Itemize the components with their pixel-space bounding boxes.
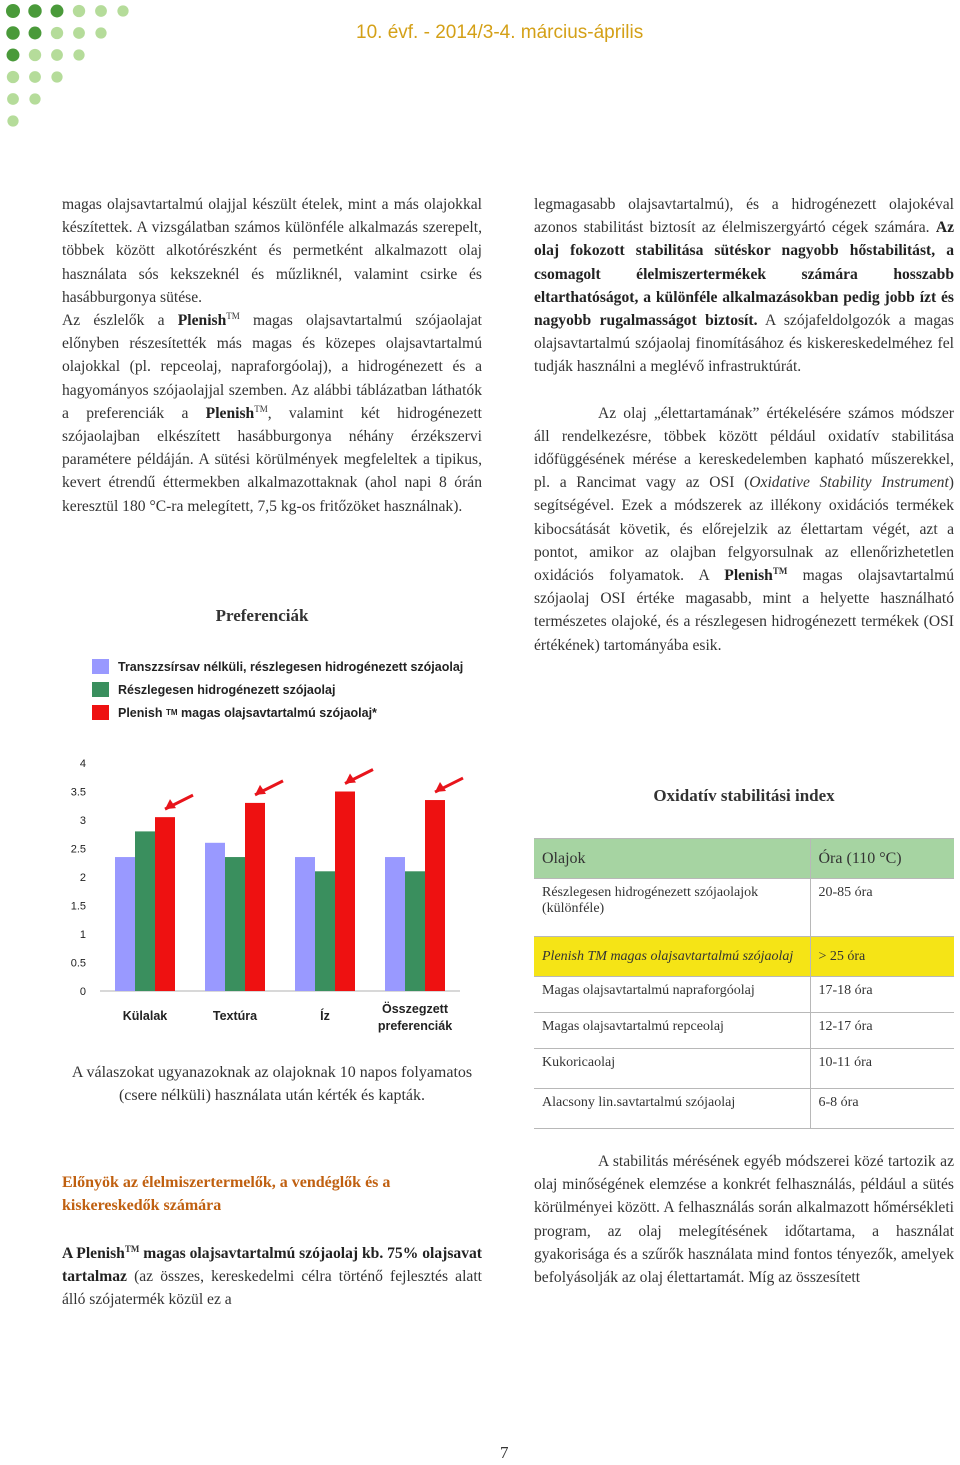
y-tick-label: 2.5 <box>70 843 86 856</box>
bar <box>135 831 155 991</box>
table-cell: 6-8 óra <box>810 1089 954 1129</box>
table-cell: 12-17 óra <box>810 1013 954 1049</box>
table-cell: Alacsony lin.savtartalmú szójaolaj <box>534 1089 810 1129</box>
paragraph: A stabilitás mérésének egyéb módszerei közé tartozik az olaj minőségének elemzése a konkrét felhasználás, például a sütés körülményei között. A felhasználás során alkalmazott hőmérsékleti program, az olaj melegítésének időtartama, a használat gyakorisága és a szűrők használata mind fontos tényezők, amelyek befolyásolják az olaj élettartamát. Míg az összesített <box>534 1153 954 1287</box>
dot <box>51 71 62 82</box>
dot <box>29 93 40 104</box>
x-tick-label: Textúra <box>212 1009 258 1023</box>
table-cell: > 25 óra <box>810 937 954 977</box>
legend-swatch <box>92 659 109 674</box>
paragraph: legmagasabb olajsavtartalmú), és a hidrogénezett olajokéval azonos stabilitást biztosít az élelmiszergyártó cégek számára. Az olaj fokozott stabilitása sütéskor nagyobb hőstabilitást, a csomagolt élelmiszertermékek számára hosszabb eltarthatóságot, a különféle alkalmazásokban pedig jobb ízt és nagyobb rugalmasságot biztosít. A szójafeldolgozók a magas olajsavtartalmú szójaolaj finomításához és kiskereskedelméhez fel tudják használni a meglévő infrastruktúrát. <box>534 196 954 376</box>
legend-swatch <box>92 705 109 720</box>
dot <box>29 71 41 83</box>
table-cell: Magas olajsavtartalmú repceolaj <box>534 1013 810 1049</box>
dot <box>7 115 18 126</box>
dot <box>73 27 85 39</box>
dot <box>7 93 19 105</box>
table-row <box>534 1049 954 1089</box>
osi-table <box>534 838 954 1129</box>
legend-swatch <box>92 682 109 697</box>
table-row <box>534 1013 954 1049</box>
dot <box>73 5 85 17</box>
dot <box>73 49 84 60</box>
bar <box>425 800 445 991</box>
dot <box>51 49 63 61</box>
preferences-bar-chart <box>60 748 480 1048</box>
table-cell: Plenish TM magas olajsavtartalmú szójaolaj <box>534 937 810 977</box>
bar <box>245 803 265 991</box>
dot <box>28 4 41 17</box>
table-cell: Magas olajsavtartalmú napraforgóolaj <box>534 977 810 1013</box>
dot <box>7 49 20 62</box>
dot <box>6 26 19 39</box>
brand-name: Plenish <box>205 404 255 422</box>
table-header-row <box>534 839 954 879</box>
legend-item: Részlegesen hidrogénezett szójaolaj <box>92 678 463 701</box>
dot <box>6 4 20 18</box>
table-row <box>534 879 954 937</box>
legend-item: Plenish TM magas olajsavtartalmú szójaolaj* <box>92 701 463 724</box>
dot <box>95 27 106 38</box>
y-tick-label: 3.5 <box>70 786 86 799</box>
page-number: 7 <box>500 1443 509 1462</box>
paragraph: Az olaj „élettartamának” értékelésére számos módszer áll rendelkezésre, többek között például oxidatív stabilitása időfüggésének mérése a kereskedelemben kapható műszerekkel, pl. a Rancimat vagy az OSI (Oxidative Stability Instrument) segítségével. Ezek a módszerek az illékony oxidációs termékek kibocsátását követik, és előrejelzik az élettartam végét, azt a pontot, amikor az olajban felgyorsulnak az ellenőrizhetetlen oxidációs folyamatok. A Plenish™ magas olajsavtartalmú szójaolaj OSI értéke magasabb, mint a helyette használható természetes olajoké, és a részlegesen hidrogénezett termékek (OSI értékének) tartományába esik. <box>534 404 955 654</box>
table-row-highlighted <box>534 937 954 977</box>
brand-name: Plenish <box>724 567 773 585</box>
table-cell: 17-18 óra <box>810 977 954 1013</box>
paragraph: Az észlelők a Plenish™ magas olajsavtartalmú szójaolajat előnyben részesítették más magas és közepes olajsavtartalmú olajokkal (pl. repceolaj, napraforgóolaj), a hidrogénezett és a hagyományos szójaolajjal szemben. Az alábbi táblázatban láthatók a preferenciák a Plenish™, valamint két hidrogénezett szójaolajban elkészített hasábburgonya néhány érzékszervi paramétere példáján. A sütési körülmények megfeleltek a tipikus, kevert étrendű éttermekben alkalmazottaknak (ahol napi 8 órán keresztül 180 °C-ra melegített, 7,5 kg-os fritőzöket használnak). <box>62 310 483 515</box>
bar <box>155 817 175 991</box>
bar <box>225 857 245 991</box>
table-header-cell: Olajok <box>534 839 810 879</box>
table-cell: Részlegesen hidrogénezett szójaolajok (különféle) <box>534 879 810 937</box>
bar <box>405 871 425 991</box>
issue-header: 10. évf. - 2014/3-4. március-április <box>356 22 644 43</box>
paragraph: A Plenish™ magas olajsavtartalmú szójaolaj kb. 75% olajsavat tartalmaz (az összes, kereskedelmi célra történő fejlesztés alatt álló szójatermék közül ez a <box>62 1243 482 1308</box>
table-row <box>534 1089 954 1129</box>
x-tick-label: preferenciák <box>377 1019 453 1033</box>
right-column-bottom <box>534 1150 954 1289</box>
table-cell: Kukoricaolaj <box>534 1049 810 1089</box>
y-tick-label: 1 <box>79 929 86 941</box>
left-column <box>62 193 482 518</box>
legend-item: Transzzsírsav nélküli, részlegesen hidrogénezett szójaolaj <box>92 655 463 678</box>
y-tick-label: 1.5 <box>70 900 86 913</box>
bar <box>385 857 405 991</box>
right-column <box>534 193 954 657</box>
table-row <box>534 977 954 1013</box>
dot <box>7 71 19 83</box>
y-tick-label: 0.5 <box>70 957 86 970</box>
table-cell: 20-85 óra <box>810 879 954 937</box>
dot <box>95 5 107 17</box>
y-tick-label: 2 <box>79 872 86 884</box>
chart-caption: A válaszokat ugyanazoknak az olajoknak 10 napos folyamatos (csere nélküli) használata után kérték és kapták. <box>71 1064 473 1104</box>
x-tick-label: Külalak <box>122 1009 168 1023</box>
dot <box>29 27 42 40</box>
bar <box>315 871 335 991</box>
y-tick-label: 3 <box>79 815 86 827</box>
brand-name: Plenish <box>177 312 227 330</box>
osi-table-title: Oxidatív stabilitási index <box>653 786 835 805</box>
dot <box>29 49 41 61</box>
dot <box>117 5 128 16</box>
paragraph: magas olajsavtartalmú olajjal készült ételek, mint a más olajokkal készítettek. A vizsgálatban számos különféle alkalmazás szerepelt, többek között alkotórészként és permetként alkalmazott olaj használata sós kekszeknél és műzliknél, valamint csirke és hasábburgonya sütése. <box>62 196 482 306</box>
x-tick-label: Összegzett <box>382 1002 448 1016</box>
table-cell: 10-11 óra <box>810 1049 954 1089</box>
dot <box>51 5 64 18</box>
bar <box>205 843 225 991</box>
y-tick-label: 0 <box>79 986 86 998</box>
table-header-cell: Óra (110 °C) <box>810 839 954 879</box>
x-tick-label: Íz <box>320 1009 330 1023</box>
section-subheading: Előnyök az élelmiszertermelők, a vendéglők és a kiskereskedők számára <box>62 1174 391 1214</box>
decorative-dots <box>0 0 140 160</box>
y-tick-label: 4 <box>79 758 86 770</box>
chart-title: Preferenciák <box>215 606 309 625</box>
bar <box>335 792 355 992</box>
bar <box>115 857 135 991</box>
chart-legend <box>92 655 463 724</box>
bar <box>295 857 315 991</box>
dot <box>51 27 63 39</box>
